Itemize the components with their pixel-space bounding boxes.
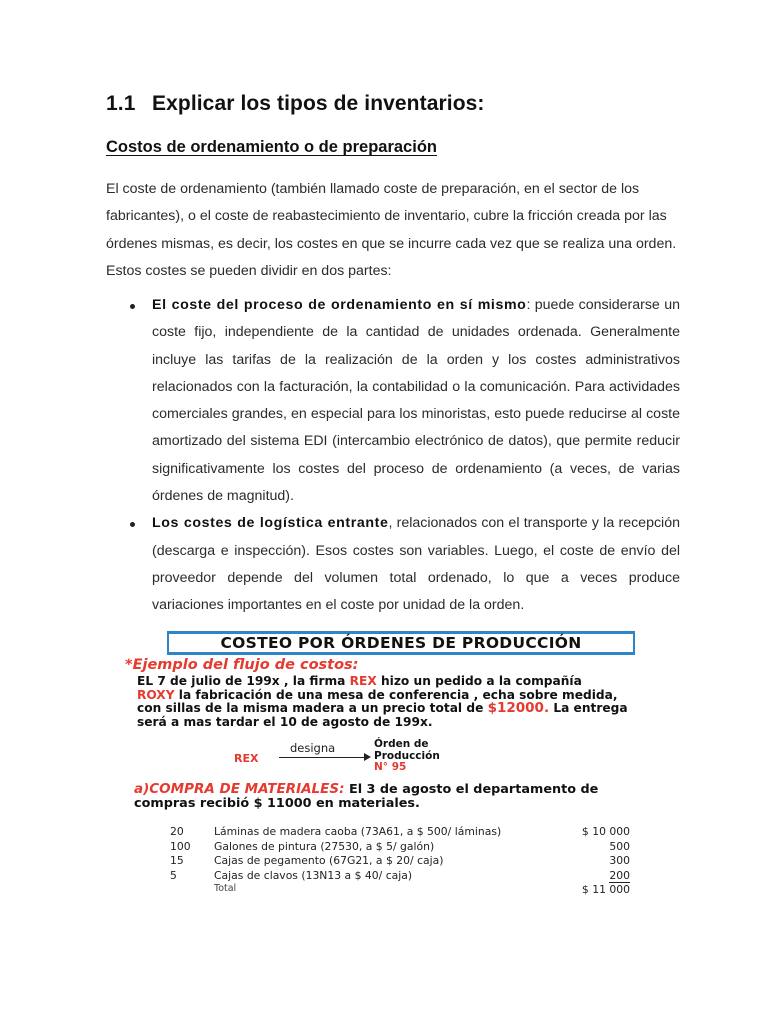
bullet-list	[130, 292, 680, 620]
price-label: $12000.	[487, 700, 550, 716]
item-value: 500	[609, 839, 630, 853]
list-item-bold: El coste del proceso de ordenamiento en sí mismo	[152, 297, 527, 313]
flow-line	[279, 757, 367, 758]
rex-label: REX	[349, 674, 377, 688]
item-qty: 100	[170, 839, 191, 853]
example-text-part: La entrega será a mas tardar el 10 de agosto de 199x.	[137, 701, 628, 729]
table-row	[170, 825, 630, 840]
compra-text: El 3 de agosto el departamento de compras recibió $ 11000 en materiales.	[134, 782, 599, 811]
subsection-heading: Costos de ordenamiento o de preparación	[106, 138, 437, 156]
intro-paragraph: El coste de ordenamiento (también llamado coste de preparación, en el sector de los fabricantes), o el coste de reabastecimiento de inventario, cubre la fricción creada por las órdenes mismas, es decir, los costes en que se incurre cada vez que se realiza una orden. Estos costes se pueden dividir en dos partes:	[106, 181, 677, 279]
example-text-part: hizo un pedido a la compañía	[376, 674, 582, 688]
compra-paragraph	[134, 782, 634, 811]
item-qty: 20	[170, 825, 184, 838]
table-row	[170, 854, 630, 869]
bullet-icon	[130, 304, 135, 309]
table-total-row	[170, 883, 630, 898]
item-qty: 15	[170, 854, 184, 867]
section-heading	[106, 92, 485, 116]
bullet-icon	[130, 522, 135, 527]
item-desc: Cajas de pegamento (67G21, a $ 20/ caja)	[214, 854, 444, 867]
section-number: 1.1	[106, 92, 136, 115]
example-text-part: la fabricación de una mesa de conferencia , echa sobre medida, con sillas de la misma madera a un precio total de	[137, 687, 618, 715]
example-text-part: EL 7 de julio de 199x , la firma	[137, 674, 350, 688]
costeo-figure	[122, 625, 642, 910]
total-label: Total	[214, 883, 237, 894]
section-title: Explicar los tipos de inventarios:	[152, 92, 485, 115]
list-item	[130, 292, 680, 510]
flow-from: REX	[234, 752, 259, 765]
flow-to	[374, 739, 440, 774]
total-value: $ 11 000	[581, 883, 630, 896]
table-row	[170, 840, 630, 855]
list-item-bold: Los costes de logística entrante	[152, 515, 389, 532]
list-item-text: : puede considerarse un coste fijo, independiente de la cantidad de unidades ordenada. Generalmente incluye las tarifas de la realización de la orden y los costes administrativos relacionados con la facturación, la contabilidad o la comunicación. Para actividades comerciales grandes, en especial para los minoristas, esto puede reducirse al coste amortizado del sistema EDI (intercambio electrónico de datos), que permite reducir significativamente los costes del proceso de ordenamiento (a veces, de varias órdenes de magnitud).	[152, 297, 680, 505]
figure-title: COSTEO POR ÓRDENES DE PRODUCCIÓN	[167, 631, 635, 655]
table-row	[170, 869, 630, 884]
materials-table	[170, 825, 630, 898]
flow-to-line: Órden de	[374, 738, 429, 750]
item-desc: Láminas de madera caoba (73A61, a $ 500/ láminas)	[214, 825, 502, 838]
item-desc: Cajas de clavos (13N13 a $ 40/ caja)	[214, 868, 413, 882]
arrow-right-icon	[364, 753, 371, 761]
item-value: $ 10 000	[581, 825, 630, 838]
roxy-label: ROXY	[137, 687, 175, 702]
list-item-text: , relacionados con el transporte y la recepción (descarga e inspección). Esos costes son variables. Luego, el coste de envío del proveedor depende del volumen total ordenado, lo que a veces produce variaciones importantes en el coste por unidad de la orden.	[152, 515, 680, 614]
item-value: 200	[609, 868, 630, 882]
list-item	[130, 510, 680, 619]
compra-label: a)COMPRA DE MATERIALES:	[134, 781, 345, 797]
flow-verb: designa	[290, 741, 336, 755]
figure-subtitle: *Ejemplo del flujo de costos:	[125, 657, 359, 673]
flow-to-number: N° 95	[374, 761, 407, 773]
item-value: 300	[609, 854, 630, 867]
item-desc: Galones de pintura (27530, a $ 5/ galón)	[214, 839, 435, 853]
figure-example-text	[137, 675, 637, 729]
item-qty: 5	[170, 868, 177, 882]
flow-to-line: Producción	[374, 749, 440, 762]
